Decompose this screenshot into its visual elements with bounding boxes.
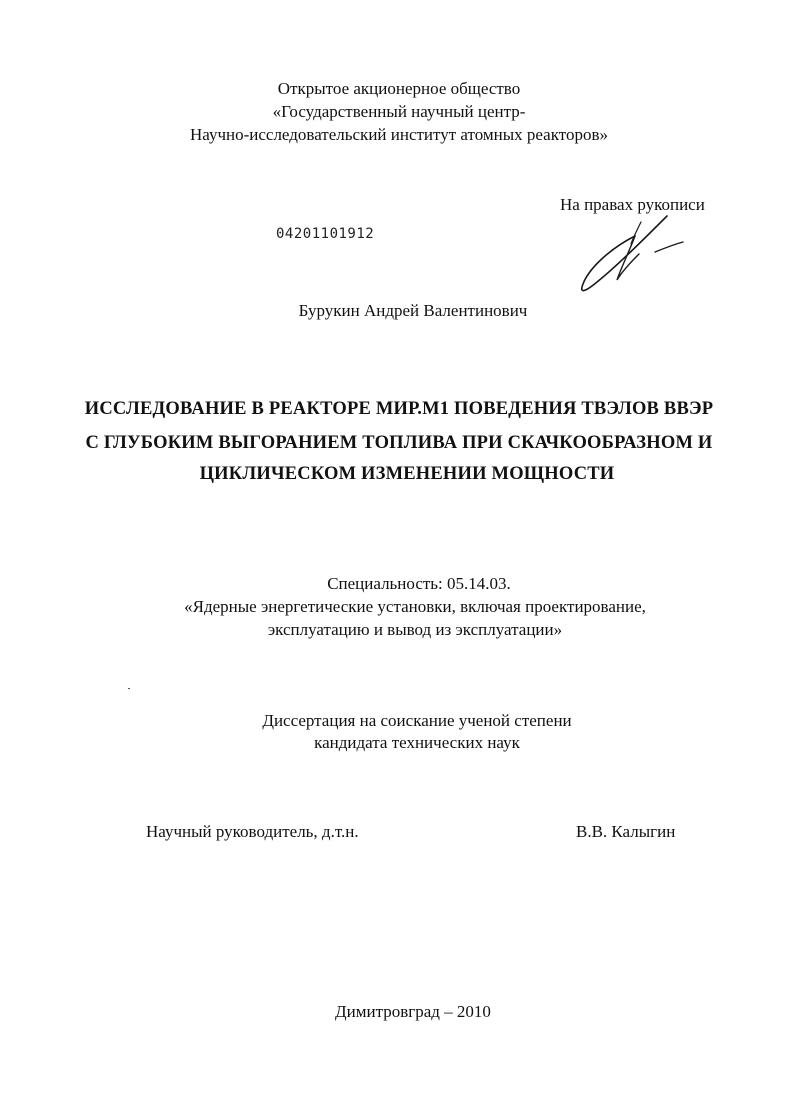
- org-line-3: Научно-исследовательский институт атомных реакторов»: [189, 125, 608, 144]
- scan-speck: [128, 688, 130, 689]
- specialty-code: Специальность: 05.14.03.: [327, 574, 511, 593]
- city-year: Димитровград – 2010: [335, 1002, 491, 1021]
- degree-line-2: кандидата технических наук: [314, 733, 520, 752]
- supervisor-name: В.В. Калыгин: [576, 822, 676, 841]
- signature-icon: [575, 208, 695, 300]
- title-line-2: С ГЛУБОКИМ ВЫГОРАНИЕМ ТОПЛИВА ПРИ СКАЧКООБРАЗНОМ И: [85, 433, 713, 453]
- degree-line-1: Диссертация на соискание ученой степени: [262, 711, 572, 730]
- registration-number: 04201101912: [276, 226, 375, 242]
- specialty-name-line-2: эксплуатацию и вывод из эксплуатации»: [267, 620, 563, 639]
- org-line-1: Открытое акционерное общество: [277, 79, 521, 98]
- title-line-3: ЦИКЛИЧЕСКОМ ИЗМЕНЕНИИ МОЩНОСТИ: [199, 464, 615, 484]
- supervisor-label: Научный руководитель, д.т.н.: [146, 822, 359, 841]
- org-line-2: «Государственный научный центр-: [272, 102, 526, 121]
- specialty-name-line-1: «Ядерные энергетические установки, включая проектирование,: [184, 597, 646, 616]
- author-name: Бурукин Андрей Валентинович: [298, 301, 528, 320]
- title-line-1: ИССЛЕДОВАНИЕ В РЕАКТОРЕ МИР.М1 ПОВЕДЕНИЯ ТВЭЛОВ ВВЭР: [84, 399, 714, 419]
- manuscript-rights: На правах рукописи: [560, 195, 705, 214]
